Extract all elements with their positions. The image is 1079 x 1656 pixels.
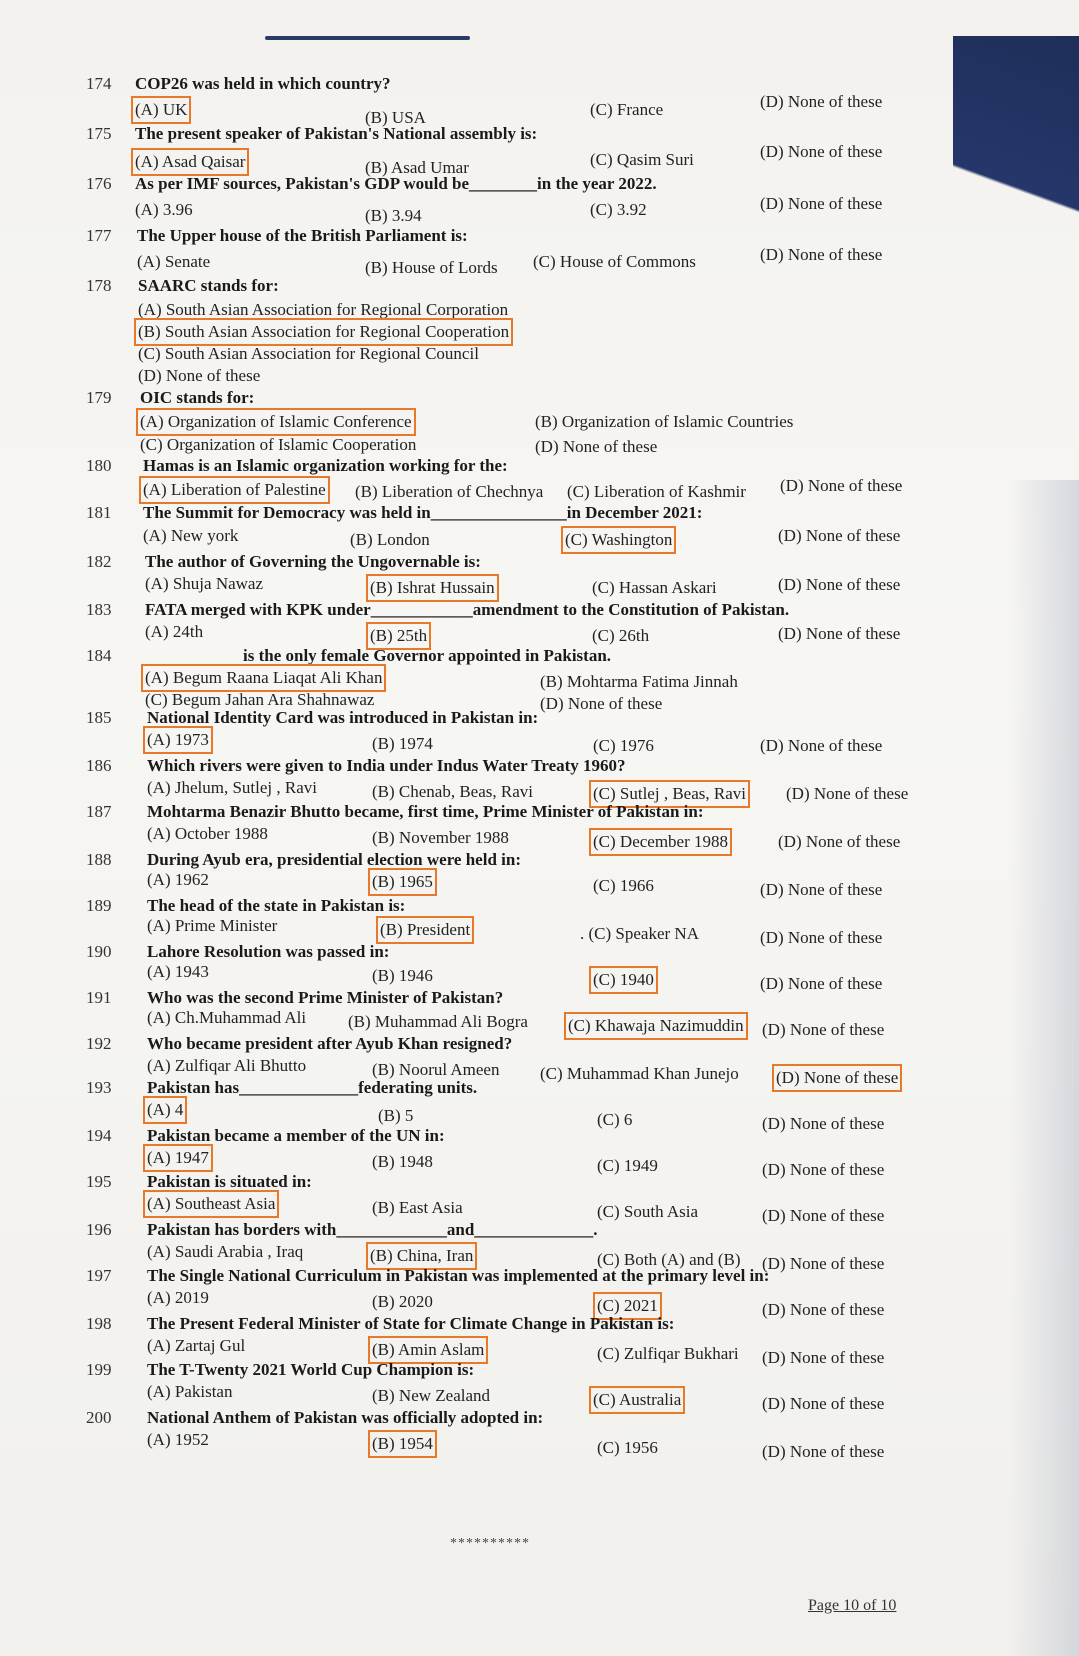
option-b: (B) 2020 (372, 1292, 433, 1311)
question-text: The Summit for Democracy was held in________________in December 2021: (143, 503, 703, 522)
option-b: (B) 1954 (372, 1434, 433, 1453)
option-b: (B) Noorul Ameen (372, 1060, 500, 1079)
question-number: 188 (86, 850, 112, 869)
option-a: (A) 2019 (147, 1288, 209, 1307)
question-text: During Ayub era, presidential election were held in: (147, 850, 521, 869)
option-c: (C) Qasim Suri (590, 150, 694, 169)
option-b: (B) Liberation of Chechnya (355, 482, 544, 501)
option-b: (B) 1946 (372, 966, 433, 985)
option-b: (B) USA (365, 108, 426, 127)
option-d: (D) None of these (762, 1160, 885, 1179)
question-text: FATA merged with KPK under____________amendment to the Constitution of Pakistan. (145, 600, 790, 619)
option-c: (C) Liberation of Kashmir (567, 482, 746, 501)
option-d: (D) None of these (778, 575, 901, 594)
question-number: 174 (86, 74, 112, 93)
question-number: 197 (86, 1266, 112, 1285)
option-d: (D) None of these (138, 366, 261, 385)
question-number: 183 (86, 600, 112, 619)
question-number: 196 (86, 1220, 112, 1239)
question-text: Pakistan has borders with_____________and______________. (147, 1220, 598, 1239)
question-text: As per IMF sources, Pakistan's GDP would be________in the year 2022. (135, 174, 657, 193)
option-b: (B) Amin Aslam (372, 1340, 485, 1359)
option-a: (A) October 1988 (147, 824, 268, 843)
top-rule (265, 36, 470, 40)
option-c: (C) 26th (592, 626, 650, 645)
question-text: The Present Federal Minister of State for Climate Change in Pakistan is: (147, 1314, 675, 1333)
option-c: (C) 1966 (593, 876, 654, 895)
question-number: 180 (86, 456, 112, 475)
question-text: is the only female Governor appointed in Pakistan. (243, 646, 612, 665)
option-d: (D) None of these (786, 784, 909, 803)
option-a: (A) 1943 (147, 962, 209, 981)
question-text: Which rivers were given to India under Indus Water Treaty 1960? (147, 756, 626, 775)
option-c: (C) December 1988 (593, 832, 729, 851)
option-c: (C) 1956 (597, 1438, 658, 1457)
option-d: (D) None of these (762, 1348, 885, 1367)
option-a: (A) 24th (145, 622, 204, 641)
question-number: 198 (86, 1314, 112, 1333)
option-b: (B) Muhammad Ali Bogra (348, 1012, 528, 1031)
option-d: (D) None of these (760, 974, 883, 993)
option-a: (A) Liberation of Palestine (143, 480, 326, 499)
option-b: (B) 3.94 (365, 206, 422, 225)
question-number: 199 (86, 1360, 112, 1379)
option-a: (A) Prime Minister (147, 916, 278, 935)
option-c: (C) Australia (593, 1390, 682, 1409)
option-c: (C) 2021 (597, 1296, 658, 1315)
question-number: 195 (86, 1172, 112, 1191)
option-c: (C) Khawaja Nazimuddin (568, 1016, 744, 1035)
option-d: (D) None of these (776, 1068, 899, 1087)
question-text: The author of Governing the Ungovernable is: (145, 552, 481, 571)
option-d: (D) None of these (778, 526, 901, 545)
option-d: (D) None of these (760, 194, 883, 213)
question-text: SAARC stands for: (138, 276, 279, 295)
option-b: (B) Mohtarma Fatima Jinnah (540, 672, 738, 691)
question-text: The present speaker of Pakistan's National assembly is: (135, 124, 538, 143)
question-number: 193 (86, 1078, 112, 1097)
option-a: (A) Southeast Asia (147, 1194, 276, 1213)
question-number: 200 (86, 1408, 112, 1427)
question-text: Hamas is an Islamic organization working for the: (143, 456, 508, 475)
option-b: (B) Organization of Islamic Countries (535, 412, 794, 431)
option-d: (D) None of these (762, 1114, 885, 1133)
option-a: (A) Zulfiqar Ali Bhutto (147, 1056, 307, 1075)
option-d: (D) None of these (760, 92, 883, 111)
option-b: (B) East Asia (372, 1198, 463, 1217)
option-d: (D) None of these (762, 1442, 885, 1461)
question-text: The Upper house of the British Parliament is: (137, 226, 468, 245)
question-text: Pakistan is situated in: (147, 1172, 312, 1191)
option-d: (D) None of these (760, 245, 883, 264)
question-number: 190 (86, 942, 112, 961)
question-text: Who was the second Prime Minister of Pakistan? (147, 988, 504, 1007)
question-text: Who became president after Ayub Khan resigned? (147, 1034, 513, 1053)
question-number: 194 (86, 1126, 112, 1145)
option-d: (D) None of these (760, 880, 883, 899)
option-d: (D) None of these (780, 476, 903, 495)
option-d: (D) None of these (762, 1300, 885, 1319)
question-number: 181 (86, 503, 112, 522)
option-a: (A) UK (135, 100, 188, 119)
option-a: (A) 3.96 (135, 200, 193, 219)
option-c: (C) Zulfiqar Bukhari (597, 1344, 739, 1363)
option-d: (D) None of these (760, 142, 883, 161)
page-shadow (1009, 480, 1079, 1656)
question-text: Mohtarma Benazir Bhutto became, first time, Prime Minister of Pakistan in: (147, 802, 704, 821)
question-text: The T-Twenty 2021 World Cup Champion is: (147, 1360, 475, 1379)
option-a: (A) Senate (137, 252, 211, 271)
option-b: (B) South Asian Association for Regional Cooperation (138, 322, 510, 341)
option-c: (C) Hassan Askari (592, 578, 717, 597)
option-b: (B) 25th (370, 626, 428, 645)
option-a: (A) 1947 (147, 1148, 209, 1167)
option-c: (C) House of Commons (533, 252, 696, 271)
option-d: (D) None of these (762, 1020, 885, 1039)
question-text: The Single National Curriculum in Pakistan was implemented at the primary level in: (147, 1266, 770, 1285)
option-b: (B) London (350, 530, 430, 549)
option-b: (B) 1965 (372, 872, 433, 891)
option-a: (A) Zartaj Gul (147, 1336, 246, 1355)
option-c: (C) Organization of Islamic Cooperation (140, 435, 417, 454)
question-number: 177 (86, 226, 112, 245)
option-d: (D) None of these (760, 736, 883, 755)
option-b: (B) 1974 (372, 734, 433, 753)
option-a: (A) Pakistan (147, 1382, 233, 1401)
question-number: 185 (86, 708, 112, 727)
option-d: (D) None of these (778, 624, 901, 643)
option-c: (C) Both (A) and (B) (597, 1250, 741, 1269)
question-text: Pakistan has______________federating units. (147, 1078, 478, 1097)
question-number: 191 (86, 988, 112, 1007)
option-b: (B) 5 (378, 1106, 414, 1125)
option-a: (A) New york (143, 526, 239, 545)
option-c: (C) 3.92 (590, 200, 647, 219)
page-number: Page 10 of 10 (808, 1597, 897, 1614)
question-text: Pakistan became a member of the UN in: (147, 1126, 445, 1145)
option-c: (C) Begum Jahan Ara Shahnawaz (145, 690, 375, 709)
option-a: (A) 1952 (147, 1430, 209, 1449)
question-text: National Identity Card was introduced in Pakistan in: (147, 708, 539, 727)
option-c: (C) 1940 (593, 970, 654, 989)
question-text: COP26 was held in which country? (135, 74, 391, 93)
option-c: (C) South Asian Association for Regional Council (138, 344, 479, 363)
question-number: 182 (86, 552, 112, 571)
option-a: (A) Begum Raana Liaqat Ali Khan (145, 668, 383, 687)
option-a: (A) 1973 (147, 730, 209, 749)
option-a: (A) Ch.Muhammad Ali (147, 1008, 307, 1027)
option-a: (A) Asad Qaisar (135, 152, 246, 171)
option-b: (B) New Zealand (372, 1386, 491, 1405)
option-a: (A) Shuja Nawaz (145, 574, 264, 593)
option-c: (C) Sutlej , Beas, Ravi (593, 784, 746, 803)
option-b: (B) Ishrat Hussain (370, 578, 495, 597)
option-a: (A) South Asian Association for Regional Corporation (138, 300, 509, 319)
option-d: (D) None of these (535, 437, 658, 456)
option-a: (A) 1962 (147, 870, 209, 889)
option-a: (A) Jhelum, Sutlej , Ravi (147, 778, 317, 797)
question-number: 175 (86, 124, 112, 143)
option-c: (C) 6 (597, 1110, 633, 1129)
question-number: 179 (86, 388, 112, 407)
option-b: (B) President (380, 920, 471, 939)
question-number: 186 (86, 756, 112, 775)
option-d: (D) None of these (760, 928, 883, 947)
question-number: 187 (86, 802, 112, 821)
option-b: (B) November 1988 (372, 828, 509, 847)
option-b: (B) Asad Umar (365, 158, 469, 177)
option-d: (D) None of these (540, 694, 663, 713)
option-a: (A) Saudi Arabia , Iraq (147, 1242, 304, 1261)
option-c: (C) 1949 (597, 1156, 658, 1175)
end-marker: ********** (450, 1536, 530, 1551)
option-c: (C) France (590, 100, 664, 119)
option-b: (B) 1948 (372, 1152, 433, 1171)
question-number: 192 (86, 1034, 112, 1053)
option-d: (D) None of these (762, 1206, 885, 1225)
option-c: (C) Washington (565, 530, 673, 549)
option-d: (D) None of these (778, 832, 901, 851)
option-d: (D) None of these (762, 1254, 885, 1273)
option-b: (B) Chenab, Beas, Ravi (372, 782, 533, 801)
question-text: The head of the state in Pakistan is: (147, 896, 406, 915)
question-text: OIC stands for: (140, 388, 255, 407)
option-c: (C) Muhammad Khan Junejo (540, 1064, 739, 1083)
option-a: (A) Organization of Islamic Conference (140, 412, 412, 431)
option-c: (C) South Asia (597, 1202, 699, 1221)
folded-corner (953, 36, 1079, 306)
option-a: (A) 4 (147, 1100, 184, 1119)
question-text: Lahore Resolution was passed in: (147, 942, 390, 961)
option-d: (D) None of these (762, 1394, 885, 1413)
question-number: 189 (86, 896, 112, 915)
question-number: 178 (86, 276, 112, 295)
question-number: 176 (86, 174, 112, 193)
option-b: (B) House of Lords (365, 258, 498, 277)
question-number: 184 (86, 646, 112, 665)
question-text: National Anthem of Pakistan was officially adopted in: (147, 1408, 544, 1427)
option-b: (B) China, Iran (370, 1246, 474, 1265)
option-c: . (C) Speaker NA (580, 924, 699, 943)
option-c: (C) 1976 (593, 736, 654, 755)
